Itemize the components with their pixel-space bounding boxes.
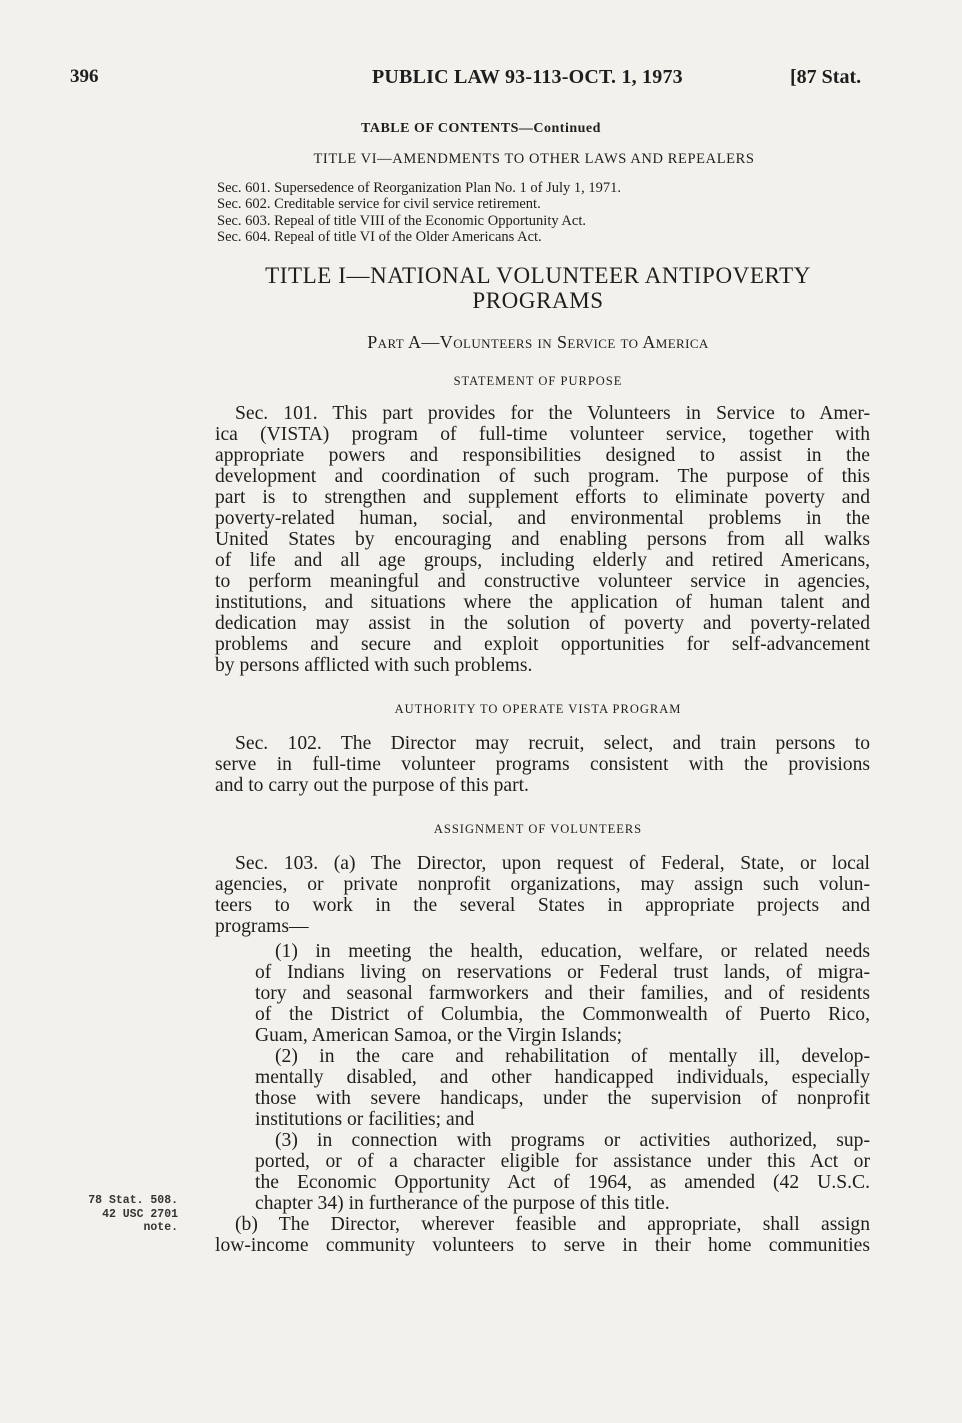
margin-note-line: 78 Stat. 508. — [88, 1194, 178, 1207]
section-heading-103: ASSIGNMENT OF VOLUNTEERS — [433, 822, 643, 836]
sec101-line: problems and secure and exploit opportunities for self-advancement — [215, 634, 870, 655]
sec101-line: by persons afflicted with such problems. — [215, 655, 533, 676]
sec103-line: those with severe handicaps, under the supervision of nonprofit — [255, 1088, 870, 1109]
title-i-line2: PROGRAMS — [472, 288, 604, 313]
sec101-line: to perform meaningful and constructive volunteer service in agencies, — [215, 571, 870, 592]
running-head-title: PUBLIC LAW 93-113-OCT. 1, 1973 — [372, 66, 683, 88]
toc-heading: TABLE OF CONTENTS—Continued — [361, 121, 601, 136]
sec101-line: appropriate powers and responsibilities designed to assist in the — [215, 445, 870, 466]
sec102-line: and to carry out the purpose of this part. — [215, 775, 529, 796]
sec101-line: of life and all age groups, including elderly and retired Americans, — [215, 550, 870, 571]
sec103-line: teers to work in the several States in appropriate projects and — [215, 895, 870, 916]
sec103-line: institutions or facilities; and — [255, 1109, 475, 1130]
sec103-line: low-income community volunteers to serve in their home communities — [215, 1235, 870, 1256]
sec103-line: Guam, American Samoa, or the Virgin Islands; — [255, 1025, 623, 1046]
toc-entry: Sec. 604. Repeal of title VI of the Older Americans Act. — [217, 229, 542, 245]
title-i-line1: TITLE I—NATIONAL VOLUNTEER ANTIPOVERTY — [265, 263, 811, 288]
sec103-line: mentally disabled, and other handicapped individuals, especially — [255, 1067, 870, 1088]
sec103-line: Sec. 103. (a) The Director, upon request of Federal, State, or local — [235, 853, 870, 874]
sec103-line: tory and seasonal farmworkers and their families, and of residents — [255, 983, 870, 1004]
sec101-line: institutions, and situations where the application of human talent and — [215, 592, 870, 613]
sec102-line: serve in full-time volunteer programs consistent with the provisions — [215, 754, 870, 775]
toc-title-vi: TITLE VI—AMENDMENTS TO OTHER LAWS AND REPEALERS — [313, 151, 755, 167]
sec101-line: poverty-related human, social, and environmental problems in the — [215, 508, 870, 529]
toc-entry: Sec. 601. Supersedence of Reorganization Plan No. 1 of July 1, 1971. — [217, 180, 622, 196]
margin-note — [60, 1194, 178, 1235]
sec103-line: of the District of Columbia, the Commonwealth of Puerto Rico, — [255, 1004, 870, 1025]
sec103-line: (1) in meeting the health, education, welfare, or related needs — [275, 941, 870, 962]
sec103-line: chapter 34) in furtherance of the purpose of this title. — [255, 1193, 670, 1214]
sec103-line: programs— — [215, 916, 309, 937]
sec101-line: Sec. 101. This part provides for the Volunteers in Service to Amer- — [235, 403, 870, 424]
sec103-line: agencies, or private nonprofit organizations, may assign such volun- — [215, 874, 870, 895]
sec101-line: ica (VISTA) program of full-time volunteer service, together with — [215, 424, 870, 445]
toc-entry: Sec. 603. Repeal of title VIII of the Economic Opportunity Act. — [217, 213, 586, 229]
sec101-line: part is to strengthen and supplement efforts to eliminate poverty and — [215, 487, 870, 508]
sec101-line: development and coordination of such program. The purpose of this — [215, 466, 870, 487]
page-number: 396 — [70, 66, 99, 87]
sec101-line: dedication may assist in the solution of poverty and poverty-related — [215, 613, 870, 634]
sec103-line: (3) in connection with programs or activities authorized, sup- — [275, 1130, 870, 1151]
sec101-line: United States by encouraging and enabling persons from all walks — [215, 529, 870, 550]
sec103-line: ported, or of a character eligible for assistance under this Act or — [255, 1151, 870, 1172]
toc-entry: Sec. 602. Creditable service for civil service retirement. — [217, 196, 541, 212]
sec102-line: Sec. 102. The Director may recruit, select, and train persons to — [235, 733, 870, 754]
margin-note-line: 42 USC 2701 — [102, 1207, 178, 1221]
section-heading-101: STATEMENT OF PURPOSE — [453, 374, 623, 388]
sec103-line: the Economic Opportunity Act of 1964, as amended (42 U.S.C. — [255, 1172, 870, 1193]
sec103-line: of Indians living on reservations or Federal trust lands, of migra- — [255, 962, 870, 983]
running-head-stat: [87 Stat. — [790, 66, 862, 88]
margin-note-line: note. — [143, 1221, 178, 1234]
sec103-line: (2) in the care and rehabilitation of mentally ill, develop- — [275, 1046, 870, 1067]
sec103-line: (b) The Director, wherever feasible and appropriate, shall assign — [235, 1214, 870, 1235]
section-heading-102: AUTHORITY TO OPERATE VISTA PROGRAM — [394, 702, 682, 716]
part-a-heading: Part A—Volunteers in Service to America — [367, 332, 709, 352]
